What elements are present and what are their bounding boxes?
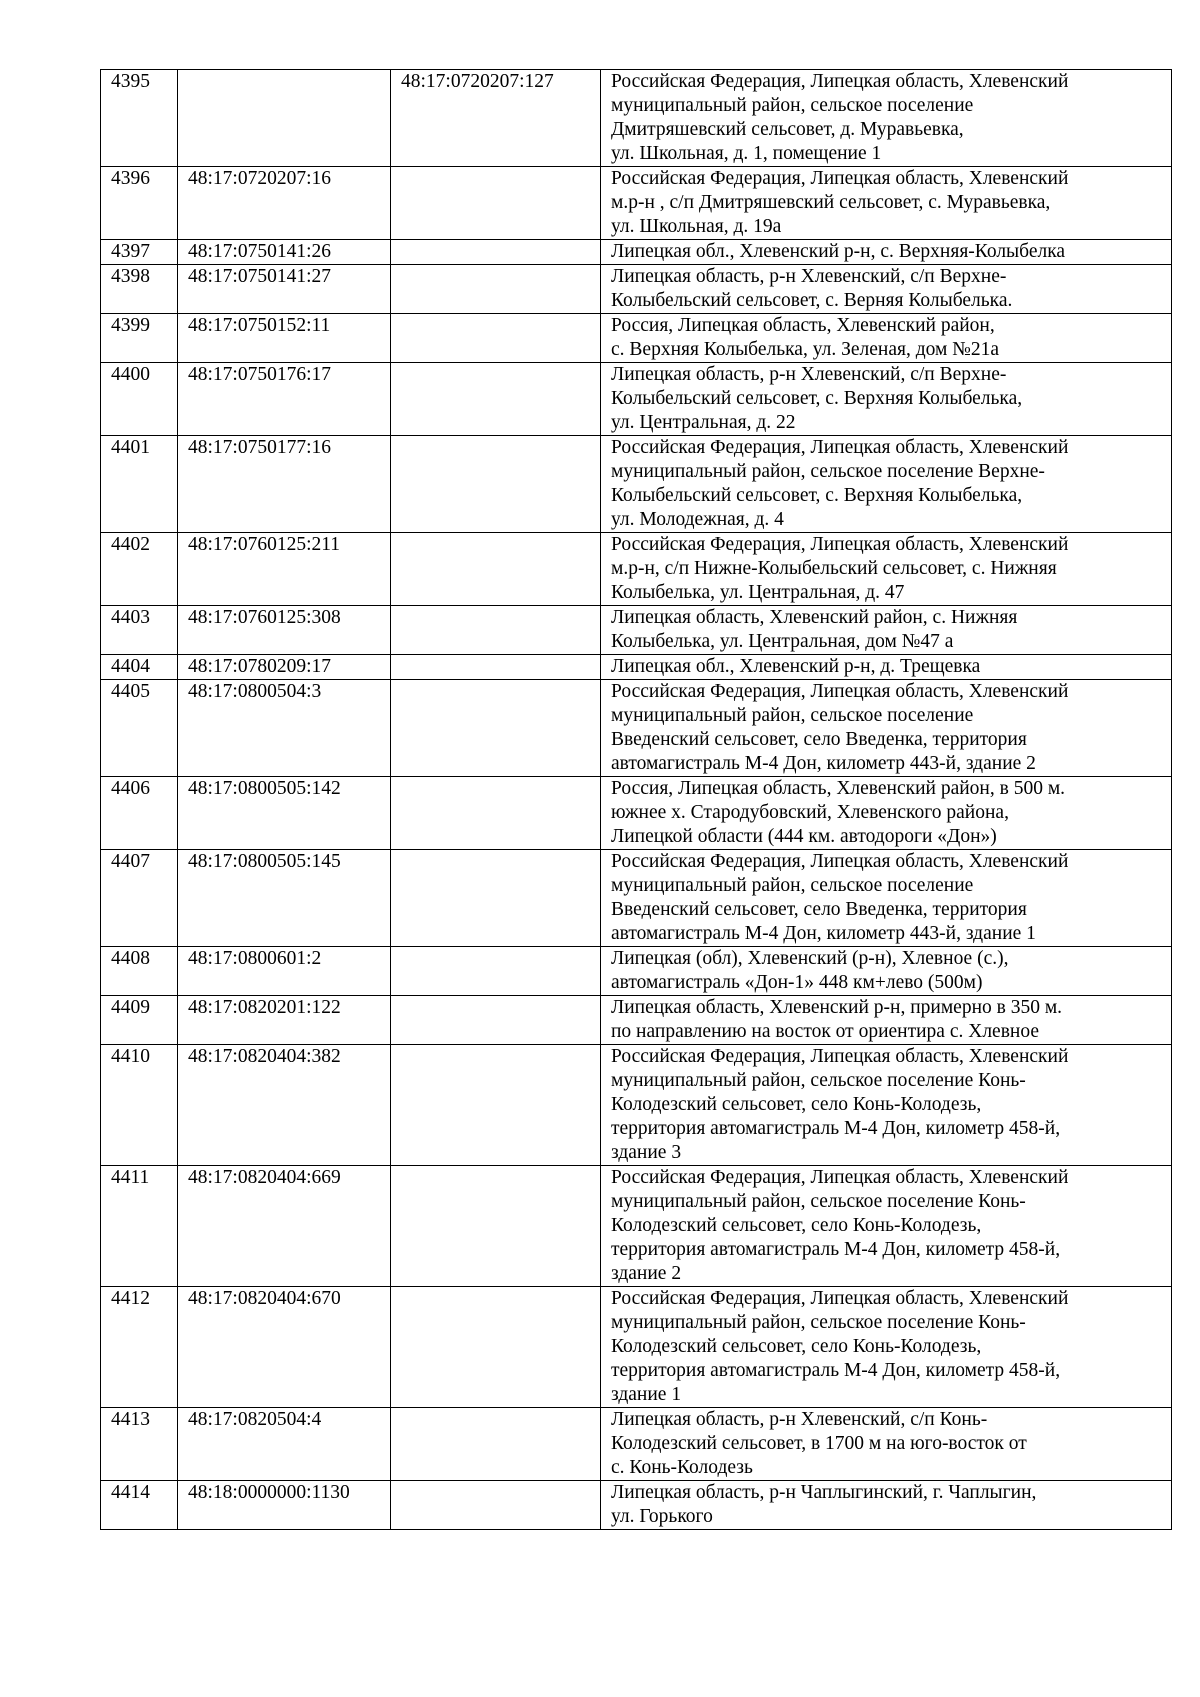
address-line: муниципальный район, сельское поселение xyxy=(611,705,974,726)
row-number-cell: 4397 xyxy=(101,240,178,265)
address-line: здание 2 xyxy=(611,1263,682,1284)
registry-table-body xyxy=(101,70,1172,1530)
address-line: Липецкой области (444 км. автодороги «Дон») xyxy=(611,826,997,847)
address-cell xyxy=(601,850,1172,947)
cadastral-number-cell xyxy=(178,70,391,167)
address-line: ул. Центральная, д. 22 xyxy=(611,412,796,433)
cadastral-number-secondary-cell xyxy=(391,436,601,533)
address-cell xyxy=(601,533,1172,606)
cadastral-number-cell: 48:17:0760125:211 xyxy=(178,533,391,606)
cadastral-number-secondary-cell xyxy=(391,777,601,850)
address-line: Колыбельский сельсовет, с. Верхняя Колыбелька, xyxy=(611,485,1023,506)
address-line: Российская Федерация, Липецкая область, Хлевенский xyxy=(611,681,1069,702)
address-line: автомагистраль М-4 Дон, километр 443-й, здание 2 xyxy=(611,753,1036,774)
table-row xyxy=(101,996,1172,1045)
address-line: Липецкая область, Хлевенский район, с. Нижняя xyxy=(611,607,1018,628)
address-line: по направлению на восток от ориентира с. Хлевное xyxy=(611,1021,1039,1042)
table-row xyxy=(101,1408,1172,1481)
row-number-cell: 4412 xyxy=(101,1287,178,1408)
table-row xyxy=(101,70,1172,167)
cadastral-number-secondary-cell xyxy=(391,265,601,314)
row-number-cell: 4396 xyxy=(101,167,178,240)
address-line: южнее х. Стародубовский, Хлевенского района, xyxy=(611,802,1009,823)
cadastral-number-cell: 48:17:0800505:145 xyxy=(178,850,391,947)
address-cell xyxy=(601,314,1172,363)
address-line: автомагистраль М-4 Дон, километр 443-й, здание 1 xyxy=(611,923,1036,944)
address-line: муниципальный район, сельское поселение xyxy=(611,875,974,896)
table-row xyxy=(101,655,1172,680)
cadastral-number-secondary-cell xyxy=(391,996,601,1045)
address-line: Российская Федерация, Липецкая область, Хлевенский xyxy=(611,1167,1069,1188)
table-row xyxy=(101,606,1172,655)
table-row xyxy=(101,947,1172,996)
address-cell xyxy=(601,1287,1172,1408)
address-line: муниципальный район, сельское поселение xyxy=(611,95,974,116)
address-cell xyxy=(601,240,1172,265)
table-row xyxy=(101,265,1172,314)
row-number-cell: 4399 xyxy=(101,314,178,363)
address-line: Липецкая область, р-н Хлевенский, с/п Верхне- xyxy=(611,266,1007,287)
address-cell xyxy=(601,1045,1172,1166)
address-line: здание 1 xyxy=(611,1384,682,1405)
address-line: с. Конь-Колодезь xyxy=(611,1457,753,1478)
table-row xyxy=(101,777,1172,850)
table-row xyxy=(101,240,1172,265)
cadastral-registry-table xyxy=(100,69,1172,1530)
table-row xyxy=(101,1166,1172,1287)
table-row xyxy=(101,1481,1172,1530)
address-cell xyxy=(601,606,1172,655)
address-cell xyxy=(601,167,1172,240)
cadastral-number-secondary-cell: 48:17:0720207:127 xyxy=(391,70,601,167)
address-line: Колодезский сельсовет, село Конь-Колодезь, xyxy=(611,1336,982,1357)
address-cell xyxy=(601,947,1172,996)
cadastral-number-cell: 48:17:0720207:16 xyxy=(178,167,391,240)
cadastral-number-secondary-cell xyxy=(391,167,601,240)
address-line: Россия, Липецкая область, Хлевенский район, xyxy=(611,315,995,336)
address-line: муниципальный район, сельское поселение Конь- xyxy=(611,1070,1026,1091)
cadastral-number-cell: 48:17:0800504:3 xyxy=(178,680,391,777)
address-cell xyxy=(601,1408,1172,1481)
cadastral-number-secondary-cell xyxy=(391,1045,601,1166)
address-line: Российская Федерация, Липецкая область, Хлевенский xyxy=(611,1288,1069,1309)
cadastral-number-cell: 48:17:0750152:11 xyxy=(178,314,391,363)
table-row xyxy=(101,363,1172,436)
row-number-cell: 4395 xyxy=(101,70,178,167)
address-line: Колодезский сельсовет, в 1700 м на юго-восток от xyxy=(611,1433,1027,1454)
row-number-cell: 4404 xyxy=(101,655,178,680)
cadastral-number-secondary-cell xyxy=(391,533,601,606)
row-number-cell: 4414 xyxy=(101,1481,178,1530)
row-number-cell: 4403 xyxy=(101,606,178,655)
row-number-cell: 4400 xyxy=(101,363,178,436)
row-number-cell: 4413 xyxy=(101,1408,178,1481)
cadastral-number-cell: 48:17:0820504:4 xyxy=(178,1408,391,1481)
table-row xyxy=(101,533,1172,606)
address-line: Дмитряшевский сельсовет, д. Муравьевка, xyxy=(611,119,964,140)
address-cell xyxy=(601,680,1172,777)
table-row xyxy=(101,314,1172,363)
row-number-cell: 4407 xyxy=(101,850,178,947)
cadastral-number-secondary-cell xyxy=(391,240,601,265)
cadastral-number-secondary-cell xyxy=(391,363,601,436)
address-line: Российская Федерация, Липецкая область, Хлевенский xyxy=(611,1046,1069,1067)
address-line: Введенский сельсовет, село Введенка, территория xyxy=(611,729,1027,750)
address-line: Липецкая область, Хлевенский р-н, примерно в 350 м. xyxy=(611,997,1063,1018)
address-line: территория автомагистраль М-4 Дон, километр 458-й, xyxy=(611,1239,1061,1260)
cadastral-number-cell: 48:18:0000000:1130 xyxy=(178,1481,391,1530)
address-line: Российская Федерация, Липецкая область, Хлевенский xyxy=(611,168,1069,189)
cadastral-number-secondary-cell xyxy=(391,947,601,996)
address-line: территория автомагистраль М-4 Дон, километр 458-й, xyxy=(611,1118,1061,1139)
cadastral-number-cell: 48:17:0750176:17 xyxy=(178,363,391,436)
cadastral-number-secondary-cell xyxy=(391,1408,601,1481)
cadastral-number-cell: 48:17:0820404:382 xyxy=(178,1045,391,1166)
address-line: здание 3 xyxy=(611,1142,682,1163)
address-line: м.р-н, с/п Нижне-Колыбельский сельсовет, с. Нижняя xyxy=(611,558,1057,579)
address-line: Липецкая область, р-н Хлевенский, с/п Конь- xyxy=(611,1409,988,1430)
address-line: муниципальный район, сельское поселение Верхне- xyxy=(611,461,1045,482)
cadastral-number-cell: 48:17:0750141:27 xyxy=(178,265,391,314)
cadastral-number-cell: 48:17:0820404:669 xyxy=(178,1166,391,1287)
address-line: Колыбельский сельсовет, с. Верняя Колыбелька. xyxy=(611,290,1013,311)
address-line: Колыбелька, ул. Центральная, д. 47 xyxy=(611,582,905,603)
cadastral-number-secondary-cell xyxy=(391,850,601,947)
table-row xyxy=(101,1287,1172,1408)
table-row xyxy=(101,680,1172,777)
row-number-cell: 4401 xyxy=(101,436,178,533)
address-line: с. Верхняя Колыбелька, ул. Зеленая, дом №21а xyxy=(611,339,999,360)
cadastral-number-cell: 48:17:0820404:670 xyxy=(178,1287,391,1408)
address-cell xyxy=(601,436,1172,533)
cadastral-number-cell: 48:17:0750141:26 xyxy=(178,240,391,265)
row-number-cell: 4408 xyxy=(101,947,178,996)
cadastral-number-cell: 48:17:0800601:2 xyxy=(178,947,391,996)
address-cell xyxy=(601,777,1172,850)
address-line: территория автомагистраль М-4 Дон, километр 458-й, xyxy=(611,1360,1061,1381)
cadastral-number-secondary-cell xyxy=(391,1166,601,1287)
address-line: ул. Школьная, д. 1, помещение 1 xyxy=(611,143,882,164)
address-line: Липецкая (обл), Хлевенский (р-н), Хлевное (с.), xyxy=(611,948,1009,969)
address-line: Введенский сельсовет, село Введенка, территория xyxy=(611,899,1027,920)
address-line: Российская Федерация, Липецкая область, Хлевенский xyxy=(611,71,1069,92)
cadastral-number-secondary-cell xyxy=(391,314,601,363)
cadastral-number-secondary-cell xyxy=(391,655,601,680)
row-number-cell: 4411 xyxy=(101,1166,178,1287)
cadastral-number-secondary-cell xyxy=(391,1287,601,1408)
address-line: Липецкая обл., Хлевенский р-н, с. Верхняя-Колыбелка xyxy=(611,241,1066,262)
address-line: Липецкая область, р-н Чаплыгинский, г. Чаплыгин, xyxy=(611,1482,1037,1503)
address-cell xyxy=(601,996,1172,1045)
cadastral-number-cell: 48:17:0760125:308 xyxy=(178,606,391,655)
address-line: ул. Школьная, д. 19а xyxy=(611,216,782,237)
cadastral-number-cell: 48:17:0750177:16 xyxy=(178,436,391,533)
row-number-cell: 4406 xyxy=(101,777,178,850)
table-row xyxy=(101,1045,1172,1166)
address-line: Колыбельский сельсовет, с. Верхняя Колыбелька, xyxy=(611,388,1023,409)
address-cell xyxy=(601,363,1172,436)
row-number-cell: 4398 xyxy=(101,265,178,314)
cadastral-number-secondary-cell xyxy=(391,606,601,655)
table-row xyxy=(101,436,1172,533)
address-line: Российская Федерация, Липецкая область, Хлевенский xyxy=(611,437,1069,458)
address-line: ул. Молодежная, д. 4 xyxy=(611,509,784,530)
address-line: Российская Федерация, Липецкая область, Хлевенский xyxy=(611,534,1069,555)
address-line: Колодезский сельсовет, село Конь-Колодезь, xyxy=(611,1094,982,1115)
address-line: Липецкая обл., Хлевенский р-н, д. Трещевка xyxy=(611,656,981,677)
address-line: Российская Федерация, Липецкая область, Хлевенский xyxy=(611,851,1069,872)
address-cell xyxy=(601,70,1172,167)
table-row xyxy=(101,167,1172,240)
row-number-cell: 4409 xyxy=(101,996,178,1045)
address-cell xyxy=(601,1481,1172,1530)
address-line: Липецкая область, р-н Хлевенский, с/п Верхне- xyxy=(611,364,1007,385)
cadastral-number-secondary-cell xyxy=(391,1481,601,1530)
cadastral-number-cell: 48:17:0800505:142 xyxy=(178,777,391,850)
address-cell xyxy=(601,1166,1172,1287)
cadastral-number-secondary-cell xyxy=(391,680,601,777)
cadastral-number-cell: 48:17:0780209:17 xyxy=(178,655,391,680)
address-line: муниципальный район, сельское поселение Конь- xyxy=(611,1312,1026,1333)
address-line: Колодезский сельсовет, село Конь-Колодезь, xyxy=(611,1215,982,1236)
address-line: муниципальный район, сельское поселение Конь- xyxy=(611,1191,1026,1212)
address-line: Россия, Липецкая область, Хлевенский район, в 500 м. xyxy=(611,778,1066,799)
cadastral-number-cell: 48:17:0820201:122 xyxy=(178,996,391,1045)
row-number-cell: 4405 xyxy=(101,680,178,777)
address-line: ул. Горького xyxy=(611,1506,713,1527)
address-cell xyxy=(601,265,1172,314)
address-cell xyxy=(601,655,1172,680)
table-row xyxy=(101,850,1172,947)
address-line: м.р-н , с/п Дмитряшевский сельсовет, с. Муравьевка, xyxy=(611,192,1051,213)
address-line: Колыбелька, ул. Центральная, дом №47 а xyxy=(611,631,954,652)
row-number-cell: 4402 xyxy=(101,533,178,606)
row-number-cell: 4410 xyxy=(101,1045,178,1166)
address-line: автомагистраль «Дон-1» 448 км+лево (500м) xyxy=(611,972,983,993)
